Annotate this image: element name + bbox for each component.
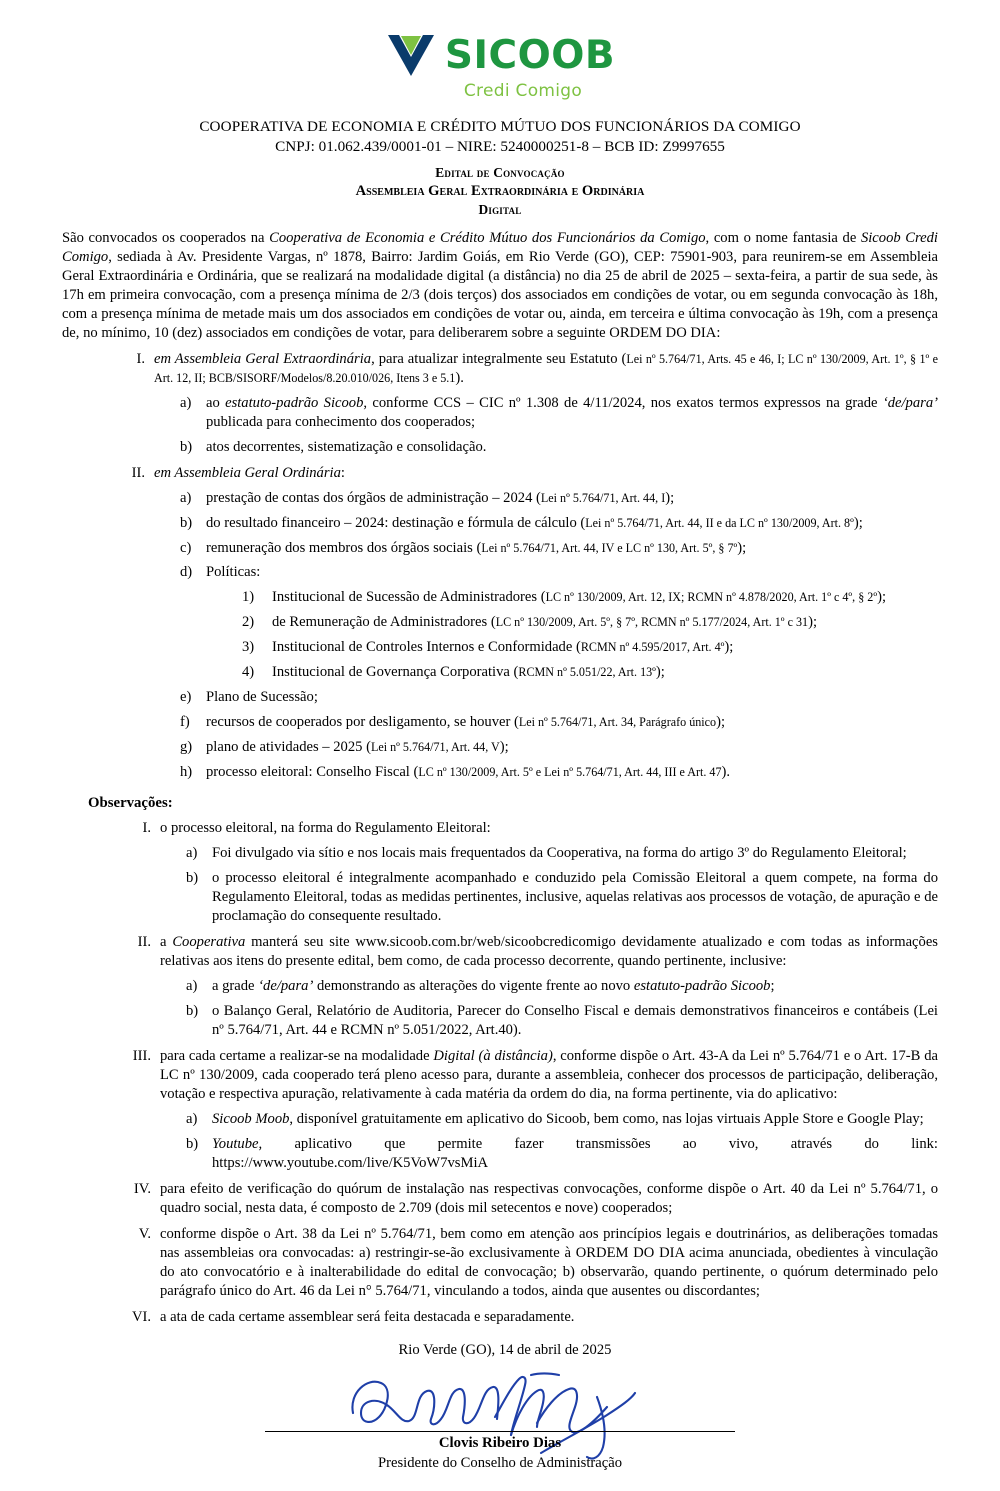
- text-run: para efeito de verificação do quórum de instalação nas respectivas convocações, conforme dispõe o Art. 40 da Lei nº 5.764/71, o quadro social, nesta data, é composto de 2.709 (dois mil setecentos e nove) cooperados;: [160, 1180, 938, 1216]
- list-item: [120, 1047, 938, 1173]
- text-run: do resultado financeiro – 2024: destinação e fórmula de cálculo (: [206, 514, 586, 531]
- text-run: publicada para conhecimento dos cooperados;: [206, 413, 476, 430]
- text-run: ao: [682, 1135, 697, 1152]
- intro-a: São convocados os cooperados na: [62, 229, 270, 246]
- intro-c: , sediada à Av. Presidente Vargas, nº 1878, Bairro: Jardim Goiás, em Rio Verde (GO), CEP: 75901-903, para reunirem-se em Assembleia Geral Extraordinária e Ordinária, que se realizará na modalidade digital (a distância) no dia 25 de abril de 2025 – sexta-feira, a partir de sua sede, às 17h em primeira convocação, com a presença mínima de 2/3 (dois terços) dos associados em condições de votar, ou em segunda convocação às 18h, com a presença mínima de metade mais um dos associados em condições de votar ou, ainda, em terceira e última convocação às 19h, com a presença de, no mínimo, 10 (dez) associados em condições de votar, para deliberarem sobre a seguinte ORDEM DO DIA:: [62, 248, 938, 341]
- text-run: vivo,: [728, 1135, 759, 1152]
- agenda-sub-marker: c): [180, 539, 192, 556]
- list-item-body: [206, 713, 938, 732]
- agenda-text-end: ).: [455, 369, 464, 386]
- agenda-sub-marker: f): [180, 714, 190, 731]
- list-item: [120, 1225, 938, 1301]
- text-italic: Sicoob Moob: [212, 1110, 290, 1127]
- agenda-title-italic: em Assembleia Geral Extraordinária: [154, 350, 372, 367]
- list-item: [178, 438, 938, 457]
- text-run: ;: [770, 977, 775, 994]
- agenda-sub-marker: g): [180, 739, 193, 756]
- doc-type: Edital de Convocação: [435, 165, 565, 181]
- list-item-body: [160, 1308, 938, 1327]
- list-item-body: [206, 738, 938, 757]
- observation-sub-marker: b): [186, 870, 199, 887]
- list-item-body: [160, 1225, 938, 1301]
- list-item-body: [206, 563, 938, 682]
- text-run: atos decorrentes, sistematização e consolidação.: [206, 438, 487, 455]
- text-run: aplicativo: [294, 1135, 352, 1152]
- text-run: );: [655, 664, 665, 681]
- agenda-sub-marker: a): [180, 489, 192, 506]
- observation-sub-marker: a): [186, 977, 198, 994]
- agenda-title-italic: em Assembleia Geral Ordinária: [154, 464, 341, 481]
- list-item: [184, 844, 938, 863]
- list-item: [178, 713, 938, 732]
- list-item-body: [272, 638, 938, 657]
- logo-row: [385, 30, 615, 80]
- legal-reference: RCMN nº 5.051/22, Art. 13º: [518, 665, 656, 680]
- agenda-sub3-marker: 3): [242, 639, 255, 656]
- text-run: que: [384, 1135, 406, 1152]
- list-item-body: [160, 819, 938, 926]
- entity-ids: CNPJ: 01.062.439/0001-01 – NIRE: 5240000251-8 – BCB ID: Z9997655: [275, 138, 725, 156]
- text-run: );: [716, 714, 725, 731]
- observation-sub-marker: b): [186, 1002, 199, 1019]
- list-item-body: [212, 977, 938, 996]
- list-item: [184, 1135, 938, 1173]
- text-run: , conforme dispõe o Art. 43-A da Lei nº 5.764/71 e o Art. 17-B da LC nº 130/2009, cada cooperado terá pleno acesso para, durante a assembleia, conhecer dos processos de participação, deliberação, votação e respectiva apuração, relativamente à cada matéria da ordem do dia, na forma pertinente, via do aplicativo:: [160, 1047, 938, 1102]
- text-run: Institucional de Sucessão de Administradores (: [272, 589, 546, 606]
- agenda-sub-marker: a): [180, 394, 192, 411]
- text-run: Institucional de Governança Corporativa (: [272, 664, 519, 681]
- list-item: [184, 869, 938, 926]
- list-item-body: [206, 539, 938, 558]
- agenda-sub-marker: d): [180, 564, 193, 581]
- text-run: link:: [911, 1135, 938, 1152]
- observations-title: Observações:: [88, 795, 173, 812]
- place-and-date: Rio Verde (GO), 14 de abril de 2025: [398, 1342, 612, 1359]
- legal-reference: Lei nº 5.764/71, Art. 44, V: [370, 740, 500, 755]
- text-run: );: [737, 539, 747, 556]
- list-item-body: [206, 394, 938, 432]
- list-item: [178, 688, 938, 707]
- intro-paragraph: [62, 229, 938, 343]
- list-item: [120, 1308, 938, 1327]
- sicoob-mark-icon: [385, 30, 437, 80]
- list-item-body: [272, 613, 938, 632]
- agenda-sub-marker: h): [180, 764, 193, 781]
- text-run: o processo eleitoral, na forma do Regulamento Eleitoral:: [160, 820, 491, 837]
- observations-list: [120, 819, 938, 1326]
- document-subheader: [62, 164, 938, 218]
- observation-sub-marker: b): [186, 1135, 199, 1152]
- signature-line: [265, 1431, 735, 1432]
- text-run: Plano de Sucessão;: [206, 689, 318, 706]
- list-item-body: [206, 514, 938, 533]
- text-italic: Cooperativa: [172, 934, 246, 951]
- text-run: demonstrando as alterações do vigente frente ao novo: [313, 977, 634, 994]
- list-item: [242, 638, 938, 657]
- text-run: a ata de cada certame assemblear será feita destacada e separadamente.: [160, 1308, 575, 1325]
- list-item-body: [160, 1180, 938, 1218]
- agenda-text: :: [340, 464, 345, 481]
- text-run: permite: [437, 1135, 483, 1152]
- text-run: o processo eleitoral é integralmente acompanhado e conduzido pela Comissão Eleitoral a quem compete, na forma do Regulamento Eleitoral, todas as medidas pertinentes, inclusive, aquelas relativas aos processos de votação, de apuração e de proclamação do consequente resultado.: [212, 870, 938, 925]
- observation-marker: III.: [132, 1047, 151, 1064]
- list-item-body: [206, 688, 938, 707]
- observation-sublist: [184, 1110, 938, 1173]
- text-run: o Balanço Geral, Relatório de Auditoria, Parecer do Conselho Fiscal e demais demonstrativos financeiros e contábeis (Lei nº 5.764/71, Art. 44 e RCMN nº 5.051/2022, Art.40).: [212, 1002, 938, 1038]
- text-italic: Digital (à distância): [433, 1047, 553, 1064]
- text-run: transmissões: [575, 1135, 651, 1152]
- list-item-body: [212, 1110, 938, 1129]
- list-item-body: [206, 489, 938, 508]
- list-item-body: [154, 464, 938, 783]
- text-run: prestação de contas dos órgãos de administração – 2024 (: [206, 489, 541, 506]
- observation-sub-marker: a): [186, 1110, 198, 1127]
- agenda-sublist: [178, 489, 938, 783]
- list-item-body: [160, 1047, 938, 1173]
- list-item: [120, 350, 938, 457]
- list-item: [178, 563, 938, 682]
- legal-reference: LC nº 130/2009, Art. 5º, § 7º, RCMN nº 5.177/2024, Art. 1º c 31: [495, 615, 809, 630]
- entity-name: COOPERATIVA DE ECONOMIA E CRÉDITO MÚTUO DOS FUNCIONÁRIOS DA COMIGO: [199, 118, 801, 135]
- list-item: [184, 977, 938, 996]
- text-run: Institucional de Controles Internos e Conformidade (: [272, 639, 581, 656]
- list-item-body: [206, 438, 938, 457]
- text-run: a grade: [212, 977, 259, 994]
- list-item: [120, 1180, 938, 1218]
- text-run: ).: [721, 764, 731, 781]
- list-item: [178, 489, 938, 508]
- text-italic: ‘de/para’: [258, 977, 314, 994]
- observation-sub-marker: a): [186, 845, 198, 862]
- text-run: );: [499, 739, 509, 756]
- document-header: [62, 117, 938, 157]
- text-run: fazer: [514, 1135, 544, 1152]
- observation-marker: I.: [142, 820, 151, 837]
- youtube-line: [212, 1135, 938, 1154]
- observation-marker: IV.: [133, 1180, 151, 1197]
- legal-reference: Lei nº 5.764/71, Art. 44, IV e LC nº 130, Art. 5º, § 7º: [481, 540, 738, 555]
- text-italic: estatuto-padrão Sicoob: [633, 977, 771, 994]
- list-item-body: [212, 1002, 938, 1040]
- text-run: Youtube,: [212, 1135, 263, 1152]
- text-run: para cada certame a realizar-se na modalidade: [160, 1047, 434, 1064]
- list-item-body: [212, 869, 938, 926]
- text-run: );: [665, 489, 675, 506]
- text-run: );: [877, 589, 887, 606]
- legal-reference: Lei nº 5.764/71, Arts. 45 e 46, I; LC nº 130/2009, Art. 1º, § 1º e Art. 12, II; BCB/SISORF/Modelos/8.20.010/026, Itens 3 e 5.1: [154, 351, 938, 385]
- agenda-sub-marker: e): [180, 689, 192, 706]
- intro-b: , com o nome fantasia de: [705, 229, 861, 246]
- text-run: manterá seu site www.sicoob.com.br/web/sicoobcredicomigo devidamente atualizado e com todas as informações relativas aos itens do presente edital, bem como, de cada processo decorrente, quando pertinente, inclusive:: [160, 934, 938, 969]
- agenda-sub-marker: b): [180, 438, 193, 455]
- legal-reference: RCMN nº 4.595/2017, Art. 4º: [580, 640, 725, 655]
- list-item: [178, 763, 938, 782]
- agenda-sub-marker: b): [180, 514, 193, 531]
- assembly-title: Assembleia Geral Extraordinária e Ordinária: [355, 182, 645, 199]
- text-run: a: [160, 934, 173, 951]
- intro-italic-1: Cooperativa de Economia e Crédito Mútuo dos Funcionários da Comigo: [269, 229, 706, 246]
- list-item: [184, 1002, 938, 1040]
- legal-reference: Lei nº 5.764/71, Art. 34, Parágrafo único: [518, 715, 717, 730]
- text-run: Políticas:: [206, 564, 261, 581]
- list-item: [120, 933, 938, 1040]
- list-item-body: [212, 1135, 938, 1173]
- text-run: recursos de cooperados por desligamento, se houver (: [206, 714, 519, 731]
- list-item: [242, 663, 938, 682]
- text-italic: ‘de/para’: [882, 394, 938, 411]
- agenda-list: [120, 350, 938, 782]
- legal-reference: LC nº 130/2009, Art. 5º e Lei nº 5.764/71, Art. 44, III e Art. 47: [418, 765, 722, 780]
- logo-wordmark: SICOOB: [444, 32, 616, 78]
- text-run: );: [853, 514, 863, 531]
- list-item-body: [272, 588, 938, 607]
- list-item: [120, 819, 938, 926]
- agenda-sub3-marker: 2): [242, 614, 255, 631]
- agenda-sub3-marker: 1): [242, 589, 255, 606]
- list-item-body: [206, 763, 938, 782]
- list-item: [178, 539, 938, 558]
- text-run: );: [724, 639, 734, 656]
- text-run: remuneração dos membros dos órgãos sociais (: [206, 539, 482, 556]
- text-run: processo eleitoral: Conselho Fiscal (: [206, 764, 419, 781]
- list-item-body: [212, 844, 938, 863]
- list-item: [178, 738, 938, 757]
- text-run: ao: [206, 394, 226, 411]
- agenda-marker: II.: [131, 464, 145, 481]
- list-item: [242, 613, 938, 632]
- list-item: [184, 1110, 938, 1129]
- list-item-body: [272, 663, 938, 682]
- observation-marker: VI.: [131, 1308, 151, 1325]
- agenda-sublist: [178, 394, 938, 457]
- list-item-body: [160, 933, 938, 1040]
- text-italic: estatuto-padrão Sicoob: [225, 394, 364, 411]
- list-item: [120, 464, 938, 783]
- list-item: [178, 394, 938, 432]
- intro-italic-2: Sicoob Credi Comigo: [62, 229, 938, 265]
- text-run: do: [864, 1135, 879, 1152]
- text-run: Foi divulgado via sítio e nos locais mais frequentados da Cooperativa, na forma do artigo 3º do Regulamento Eleitoral;: [212, 845, 907, 862]
- signer-name: Clovis Ribeiro Dias: [438, 1435, 562, 1452]
- legal-reference: Lei nº 5.764/71, Art. 44, I: [540, 490, 666, 505]
- observation-sublist: [184, 977, 938, 1040]
- legal-reference: Lei nº 5.764/71, Art. 44, II e da LC nº 130/2009, Art. 8º: [585, 515, 854, 530]
- signer-role: Presidente do Conselho de Administração: [378, 1455, 622, 1472]
- agenda-sub3-marker: 4): [242, 664, 255, 681]
- signature-block: [62, 1363, 938, 1481]
- agenda-sublist-level3: [242, 588, 938, 682]
- text-run: através: [790, 1135, 833, 1152]
- observation-sublist: [184, 844, 938, 926]
- list-item-body: [154, 350, 938, 457]
- list-item: [178, 514, 938, 533]
- text-run: , disponível gratuitamente em aplicativo do Sicoob, bem como, nas lojas virtuais Apple Store e Google Play;: [289, 1110, 924, 1127]
- text-run: );: [808, 614, 817, 631]
- sicoob-logo: [62, 30, 938, 101]
- text-run: conforme dispõe o Art. 38 da Lei nº 5.764/71, bem como em atenção aos princípios legais e doutrinários, as deliberações tomadas nas assembleias ora convocadas: a) restringir-se-ão exclusivamente à ORDEM DO DIA acima anunciada, obedientes à vinculação do ato convocatório e à inalterabilidade do edital de convocação; b) observarão, quando pertinente, o quórum determinado pelo parágrafo único do Art. 46 da Lei n° 5.764/71, vinculando a todos, ainda que ausentes ou discordantes;: [160, 1225, 938, 1299]
- assembly-mode: Digital: [478, 201, 522, 217]
- text-run: de Remuneração de Administradores (: [272, 614, 496, 631]
- legal-reference: LC nº 130/2009, Art. 12, IX; RCMN nº 4.878/2020, Art. 1º c 4º, § 2º: [545, 590, 878, 605]
- observation-marker: V.: [138, 1225, 151, 1242]
- text-run: plano de atividades – 2025 (: [206, 739, 371, 756]
- agenda-marker: I.: [136, 350, 145, 367]
- observation-marker: II.: [137, 934, 151, 951]
- logo-tagline: Credi Comigo: [463, 81, 583, 101]
- youtube-link[interactable]: https://www.youtube.com/live/K5VoW7vsMiA: [212, 1154, 489, 1171]
- agenda-text: , para atualizar integralmente seu Estatuto (: [371, 350, 627, 367]
- text-run: , conforme CCS – CIC nº 1.308 de 4/11/2024, nos exatos termos expressos na grade: [363, 394, 883, 411]
- list-item: [242, 588, 938, 607]
